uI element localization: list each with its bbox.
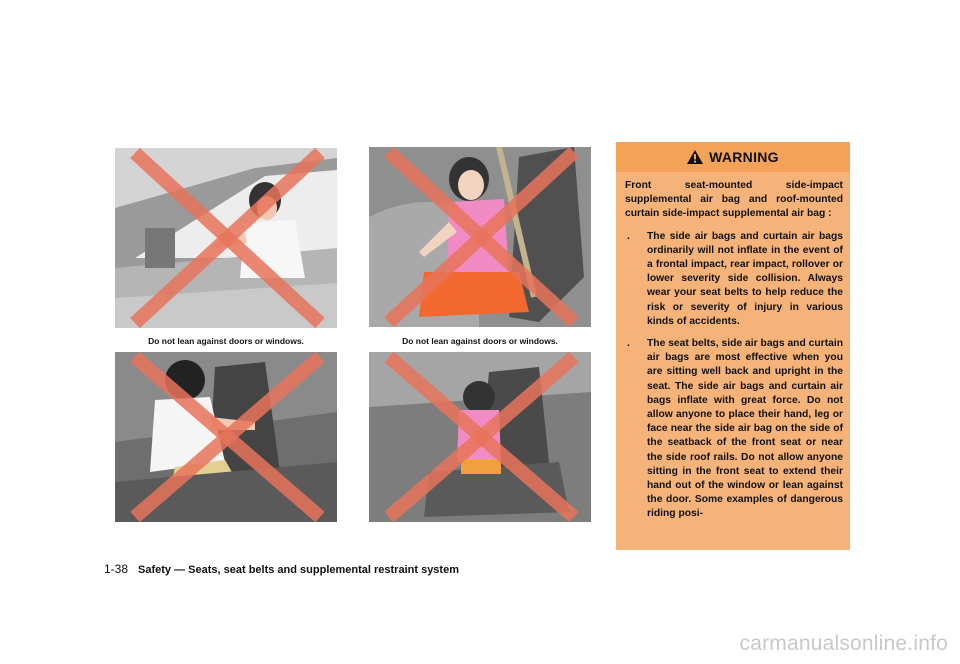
adult-reaching-seat-drawing <box>115 352 337 522</box>
warning-title: WARNING <box>709 149 779 165</box>
warning-bullet <box>625 337 843 522</box>
bullet-marker: . <box>627 230 630 242</box>
warning-box <box>616 142 850 550</box>
illustration-child-lean-door <box>369 147 591 327</box>
bullet-text: The side air bags and curtain air bags ordinarily will not inflate in the event of a frontal impact, rear impact, rollover or lower severity side collision. Always wear your seat belts to help reduce the risk or severity of injury in various kinds of accidents. <box>647 230 843 327</box>
child-kneeling-seat-drawing <box>369 352 591 522</box>
bullet-marker: . <box>627 338 630 350</box>
page-footer <box>104 562 459 576</box>
warning-header <box>616 142 850 172</box>
bullet-text: The seat belts, side air bags and curtain air bags are most effective when you are sitting well back and upright in the seat. The side air bags and curtain air bags inflate with great force. Do not allow anyone to place their hand, leg or face near the side air bag on the side of the seatback of the front seat or near the side roof rails. Do not allow anyone sitting in the front seat to extend their hand out of the window or lean against the door. Some examples of dangerous riding posi- <box>647 338 843 520</box>
illustration-adult-reaching-seat <box>115 352 337 522</box>
illustration-lean-window <box>115 148 337 328</box>
warning-intro: Front seat-mounted side-impact supplemental air bag and roof-mounted curtain side-impact supplemental air bag : <box>625 180 843 220</box>
illustration-caption: Do not lean against doors or windows. <box>148 336 304 346</box>
page-number: 1-38 <box>104 562 129 576</box>
watermark: carmanualsonline.info <box>739 632 948 655</box>
warning-triangle-icon <box>687 150 703 164</box>
lean-window-drawing <box>115 148 337 328</box>
illustration-caption: Do not lean against doors or windows. <box>402 336 558 346</box>
warning-bullet <box>625 230 843 329</box>
warning-body <box>625 179 843 530</box>
section-title: Safety — Seats, seat belts and supplemental restraint system <box>138 564 459 576</box>
child-lean-door-drawing <box>369 147 591 327</box>
illustration-child-kneeling-seat <box>369 352 591 522</box>
